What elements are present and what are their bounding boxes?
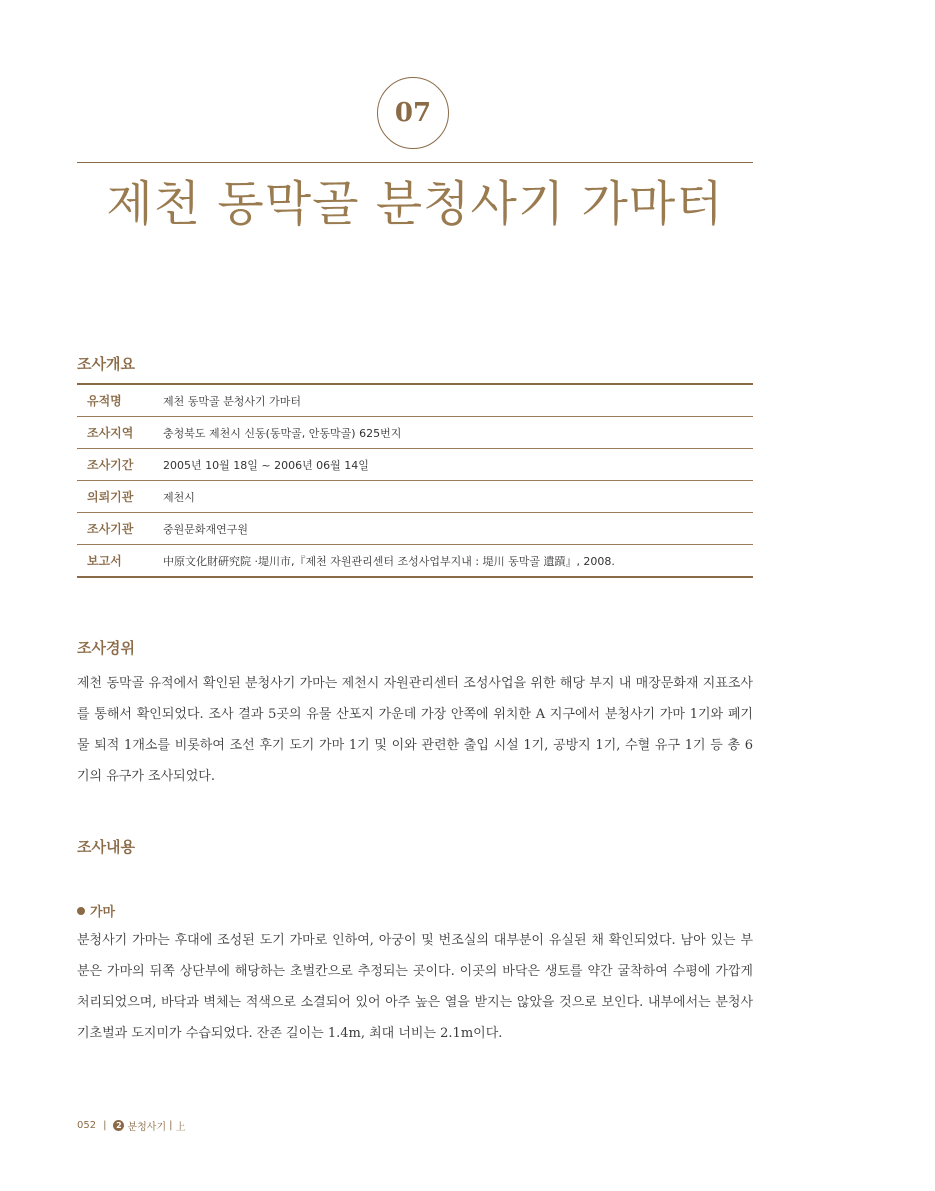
row-label: 보고서 [87, 554, 122, 568]
title-divider [77, 162, 753, 163]
row-label: 조사기간 [77, 449, 153, 481]
background-heading: 조사경위 [77, 639, 135, 657]
footer-divider: | [103, 1120, 107, 1131]
footer-volume: 上 [175, 1122, 186, 1133]
overview-table [77, 383, 753, 578]
contents-heading: 조사내용 [77, 838, 135, 856]
kiln-subheading-label: 가마 [90, 905, 116, 920]
row-value: 중원문화재연구원 [153, 513, 753, 545]
bullet-icon [77, 907, 85, 915]
row-value: 충청북도 제천시 신동(동막골, 안동막골) 625번지 [153, 417, 753, 449]
table-row [77, 481, 753, 513]
table-row [77, 417, 753, 449]
footer-divider: | [169, 1120, 173, 1131]
chapter-number: 07 [394, 98, 432, 128]
footer-section: 분청사기 [127, 1122, 167, 1133]
section-number-badge: 2 [113, 1120, 124, 1131]
row-value: 제천시 [153, 481, 753, 513]
table-row [77, 384, 753, 417]
kiln-paragraph: 분청사기 가마는 후대에 조성된 도기 가마로 인하여, 아궁이 및 번조실의 대부분이 유실된 채 확인되었다. 남아 있는 부분은 가마의 뒤쪽 상단부에 해당하는 초벌칸으로 추정되는 곳이다. 이곳의 바닥은 생토를 약간 굴착하여 수평에 가깝게 처리되었으며, 바닥과 벽체는 적색으로 소결되어 있어 아주 높은 열을 받지는 않았을 것으로 보인다. 내부에서는 분청사기초벌과 도지미가 수습되었다. 잔존 길이는 1.4m, 최대 너비는 2.1m이다. [77, 933, 753, 1041]
row-value: 2005년 10월 18일 ~ 2006년 06월 14일 [153, 449, 753, 481]
table-row [77, 513, 753, 545]
row-label: 조사지역 [77, 417, 153, 449]
background-paragraph: 제천 동막골 유적에서 확인된 분청사기 가마는 제천시 자원관리센터 조성사업을 위한 해당 부지 내 매장문화재 지표조사를 통해서 확인되었다. 조사 결과 5곳의 유물 산포지 가운데 가장 안쪽에 위치한 A 지구에서 분청사기 가마 1기와 폐기물 퇴적 1개소를 비롯하여 조선 후기 도기 가마 1기 및 이와 관련한 출입 시설 1기, 공방지 1기, 수혈 유구 1기 등 총 6기의 유구가 조사되었다. [77, 676, 753, 784]
row-label: 조사기관 [77, 513, 153, 545]
table-row [77, 449, 753, 481]
chapter-number-badge [377, 77, 449, 149]
row-value: 제천 동막골 분청사기 가마터 [153, 384, 753, 417]
row-label: 유적명 [77, 384, 153, 417]
row-label: 의뢰기관 [77, 481, 153, 513]
page-footer [77, 1118, 185, 1133]
page-number: 052 [77, 1120, 97, 1131]
row-value: 中原文化財硏究院 ·堤川市,『제천 자원관리센터 조성사업부지내 : 堤川 동막골 遺蹟』, 2008. [163, 554, 615, 568]
kiln-subheading [77, 901, 115, 920]
overview-heading: 조사개요 [77, 355, 135, 373]
page-title: 제천 동막골 분청사기 가마터 [106, 176, 724, 232]
table-row [77, 545, 753, 578]
